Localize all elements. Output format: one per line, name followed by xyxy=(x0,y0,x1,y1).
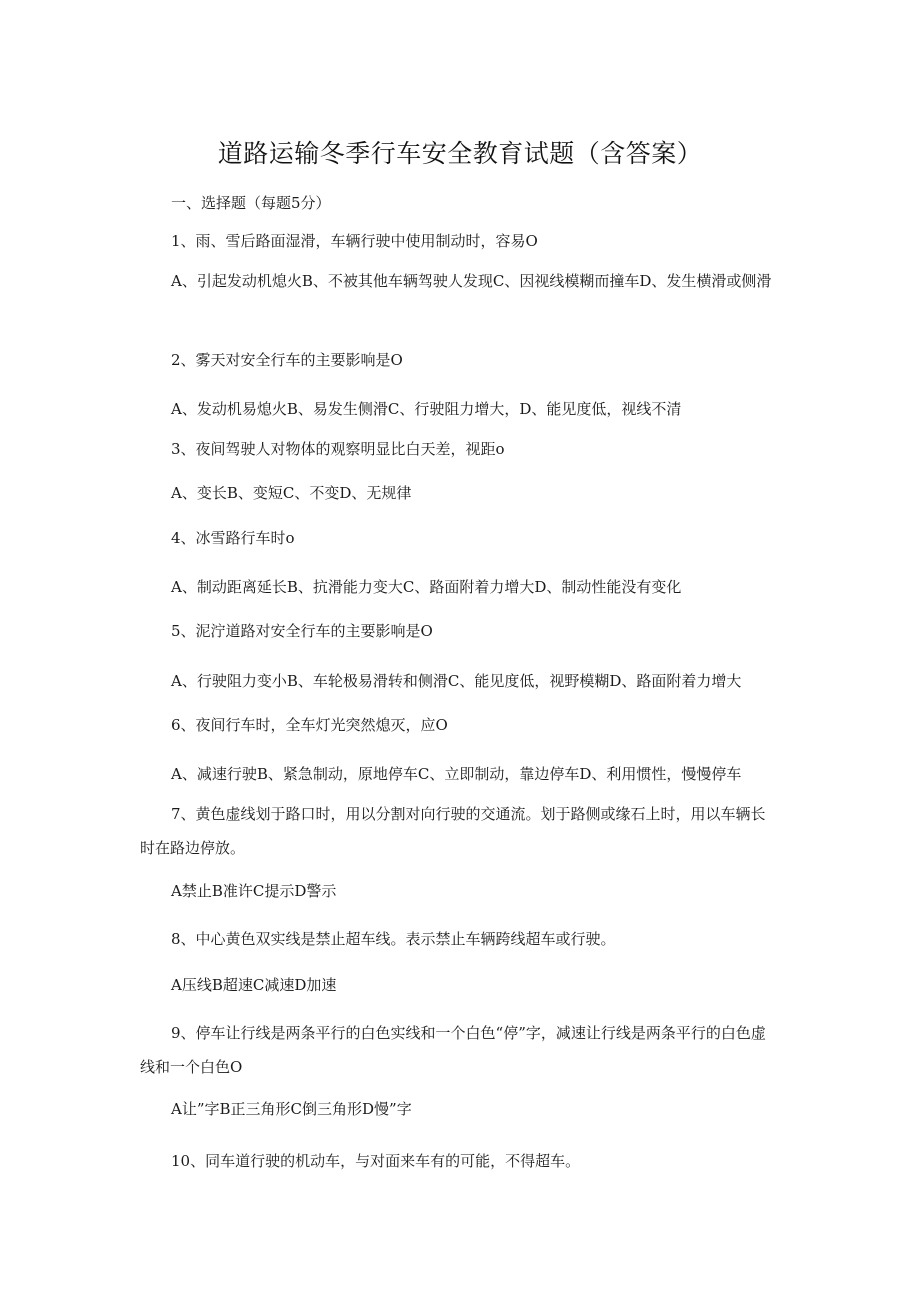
section-heading: 一、选择题（每题5分） xyxy=(171,194,331,212)
answer-options-7: A禁止B准许C提示D警示 xyxy=(171,882,337,900)
document-title: 道路运输冬季行车安全教育试题（含答案） xyxy=(217,139,703,168)
answer-options-6: A、减速行驶B、紧急制动，原地停车C、立即制动，靠边停车D、利用惯性，慢慢停车 xyxy=(171,765,742,783)
answer-options-1: A、引起发动机熄火B、不被其他车辆驾驶人发现C、因视线模糊而撞车D、发生横滑或侧滑 xyxy=(171,272,772,290)
answer-options-2: A、发动机易熄火B、易发生侧滑C、行驶阻力增大，D、能见度低，视线不清 xyxy=(171,400,682,418)
question-3: 3、夜间驾驶人对物体的观察明显比白天差，视距o xyxy=(171,440,505,458)
question-6: 6、夜间行车时，全车灯光突然熄灭，应O xyxy=(171,716,448,734)
answer-options-4: A、制动距离延长B、抗滑能力变大C、路面附着力增大D、制动性能没有变化 xyxy=(171,578,682,596)
answer-options-8: A压线B超速C减速D加速 xyxy=(171,976,337,994)
question-2: 2、雾天对安全行车的主要影响是O xyxy=(171,351,403,369)
question-4: 4、冰雪路行车时o xyxy=(171,529,295,547)
question-5: 5、泥泞道路对安全行车的主要影响是O xyxy=(171,622,433,640)
answer-options-3: A、变长B、变短C、不变D、无规律 xyxy=(171,484,412,502)
question-1: 1、雨、雪后路面湿滑，车辆行驶中使用制动时，容易O xyxy=(171,232,538,250)
question-7: 7、黄色虚线划于路口时，用以分割对向行驶的交通流。划于路侧或缘石上时，用以车辆长时在路边停放。 xyxy=(140,805,766,857)
question-8: 8、中心黄色双实线是禁止超车线。表示禁止车辆跨线超车或行驶。 xyxy=(171,930,616,948)
question-9: 9、停车让行线是两条平行的白色实线和一个白色“停”字，减速让行线是两条平行的白色虚线和一个白色O xyxy=(140,1024,766,1076)
question-10: 10、同车道行驶的机动车，与对面来车有的可能，不得超车。 xyxy=(171,1152,581,1170)
answer-options-9: A让”字B正三角形C倒三角形D慢”字 xyxy=(171,1100,412,1118)
answer-options-5: A、行驶阻力变小B、车轮极易滑转和侧滑C、能见度低，视野模糊D、路面附着力增大 xyxy=(171,672,742,690)
